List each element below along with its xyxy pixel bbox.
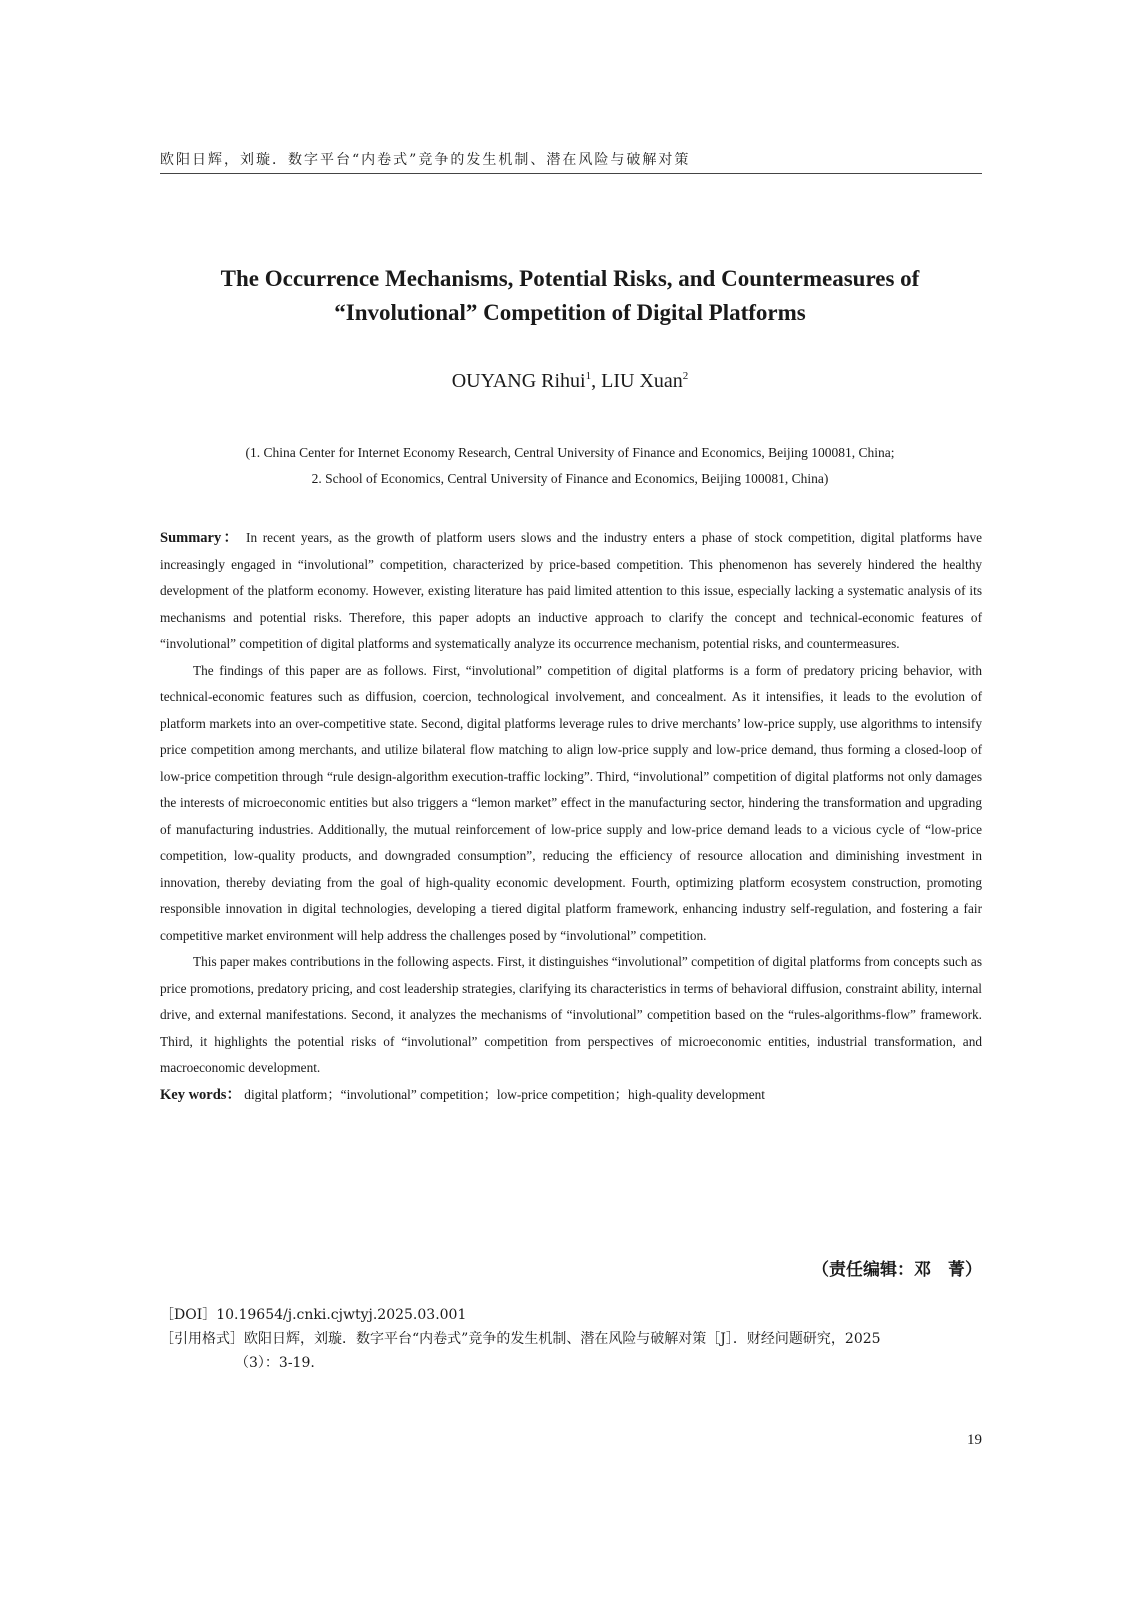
abstract-body xyxy=(160,525,982,1108)
title-line-1: The Occurrence Mechanisms, Potential Risks, and Countermeasures of xyxy=(220,266,920,291)
affiliation-1: (1. China Center for Internet Economy Research, Central University of Finance and Economics, Beijing 100081, China; xyxy=(245,445,895,460)
editor-note: （责任编辑：邓 菁） xyxy=(812,1260,982,1280)
author-1: OUYANG Rihui xyxy=(451,370,586,392)
paper-title xyxy=(130,262,1010,330)
author-2-affil-mark: 2 xyxy=(682,370,689,382)
header-rule xyxy=(160,173,982,174)
summary-paragraph-1 xyxy=(160,525,982,658)
author-list xyxy=(160,370,980,393)
keywords-label: Key words： xyxy=(160,1086,241,1103)
summary-paragraph-2: The findings of this paper are as follows. First, “involutional” competition of digital platforms is a form of predatory pricing behavior, with technical-economic features such as diffusion, coercion, technological involvement, and concealment. As it intensifies, it leads to the evolution of platform markets into an over-competitive state. Second, digital platforms leverage rules to drive merchants’ low-price supply, use algorithms to intensify price competition among merchants, and utilize bilateral flow matching to align low-price supply and low-price demand, thus forming a closed-loop of low-price competition through “rule design-algorithm execution-traffic locking”. Third, “involutional” competition of digital platforms not only damages the interests of microeconomic entities but also triggers a “lemon market” effect in the manufacturing sector, hindering the transformation and upgrading of manufacturing industries. Additionally, the mutual reinforcement of low-price supply and low-price demand leads to a vicious cycle of “low-price competition, low-quality products, and downgraded consumption”, reducing the efficiency of resource allocation and diminishing investment in innovation, thereby deviating from the goal of high-quality economic development. Fourth, optimizing platform ecosystem construction, promoting responsible innovation in digital technologies, developing a tiered digital platform framework, enhancing industry self-regulation, and fostering a fair competitive market environment will help address the challenges posed by “involutional” competition. xyxy=(160,662,982,943)
citation-format: ［引用格式］欧阳日辉，刘璇．数字平台“内卷式”竞争的发生机制、潜在风险与破解对策［J］．财经问题研究，2025 xyxy=(160,1331,881,1347)
summary-label: Summary： xyxy=(160,530,241,546)
summary-text-1: In recent years, as the growth of platform users slows and the industry enters a phase of stock competition, digital platforms have increasingly engaged in “involutional” competition, characterized by price-based competition. This phenomenon has severely hindered the healthy development of the platform economy. However, existing literature has paid limited attention to this issue, especially lacking a systematic analysis of its mechanisms and potential risks. Therefore, this paper adopts an inductive approach to clarify the concept and technical-economic features of “involutional” competition of digital platforms and systematically analyze its occurrence mechanism, potential risks, and countermeasures. xyxy=(160,530,982,651)
keywords xyxy=(160,1082,982,1109)
affiliations xyxy=(160,440,980,492)
keywords-text: digital platform；“involutional” competition；low-price competition；high-quality development xyxy=(244,1086,765,1102)
author-2: LIU Xuan xyxy=(601,370,683,392)
summary-paragraph-3: This paper makes contributions in the following aspects. First, it distinguishes “involutional” competition of digital platforms from concepts such as price promotions, predatory pricing, and cost leadership strategies, clarifying its characteristics in terms of behavioral diffusion, constraint ability, internal drive, and external manifestations. Second, it analyzes the mechanisms of “involutional” competition based on the “rules-algorithms-flow” framework. Third, it highlights the potential risks of “involutional” competition from perspectives of microeconomic entities, industrial transformation, and macroeconomic development. xyxy=(160,954,982,1075)
affiliation-2: 2. School of Economics, Central University of Finance and Economics, Beijing 100081, China) xyxy=(311,471,829,486)
reference-block xyxy=(160,1303,982,1375)
author-1-affil-mark: 1 xyxy=(585,370,592,382)
author-separator: , xyxy=(591,370,602,392)
title-line-2: “Involutional” Competition of Digital Platforms xyxy=(334,300,806,325)
doi: ［DOI］10.19654/j.cnki.cjwtyj.2025.03.001 xyxy=(160,1307,467,1323)
running-header: 欧阳日辉，刘璇．数字平台“内卷式”竞争的发生机制、潜在风险与破解对策 xyxy=(160,152,691,168)
citation-format-continued: （3）：3-19. xyxy=(235,1355,315,1371)
page-number: 19 xyxy=(967,1432,982,1448)
